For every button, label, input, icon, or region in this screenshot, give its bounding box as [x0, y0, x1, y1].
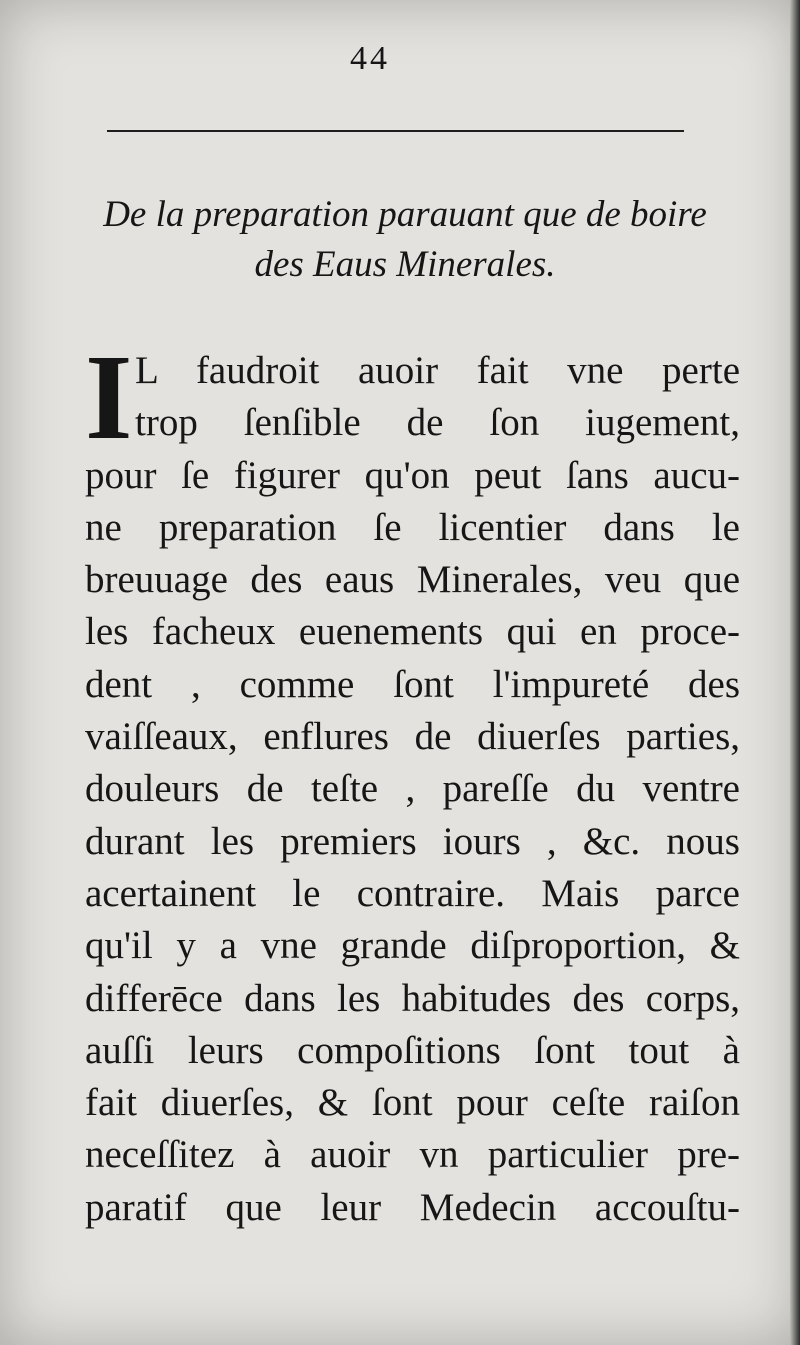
text-line: breuuage des eaus Minerales, veu que	[85, 558, 740, 602]
chapter-heading-line-2: des Eaus Minerales.	[254, 244, 556, 285]
text-line: pour ſe figurer qu'on peut ſans aucu-	[85, 453, 740, 497]
body-text	[85, 330, 740, 1234]
text-line: vaiſſeaux, enflures de diuerſes parties,	[85, 715, 740, 759]
drop-cap: I	[85, 330, 133, 465]
header-rule	[107, 130, 684, 132]
text-line: L faudroit auoir fait vne perte	[135, 349, 740, 392]
text-line: ne preparation ſe licentier dans le	[85, 505, 740, 549]
text-line: acertainent le contraire. Mais parce	[85, 871, 740, 915]
text-line: differēce dans les habitudes des corps,	[85, 976, 740, 1020]
text-line: auſſi leurs compoſitions ſont tout à	[85, 1028, 740, 1072]
text-line: durant les premiers iours , &c. nous	[85, 819, 740, 863]
chapter-heading	[60, 190, 750, 290]
text-line: qu'il y a vne grande diſproportion, &	[85, 924, 740, 968]
chapter-heading-line-1: De la preparation parauant que de boire	[103, 194, 707, 235]
text-line: dent , comme ſont l'impureté des	[85, 662, 740, 706]
text-line: trop ſenſible de ſon iugement,	[135, 401, 740, 445]
text-line: douleurs de teſte , pareſſe du ventre	[85, 767, 740, 811]
page-number: 44	[350, 40, 390, 77]
text-line: neceſſitez à auoir vn particulier pre-	[85, 1133, 740, 1177]
text-line: fait diuerſes, & ſont pour ceſte raiſon	[85, 1081, 740, 1125]
page-edge-shadow	[790, 0, 800, 1345]
text-line: paratif que leur Medecin accouſtu-	[85, 1185, 740, 1229]
text-line: les facheux euenements qui en proce-	[85, 610, 740, 654]
